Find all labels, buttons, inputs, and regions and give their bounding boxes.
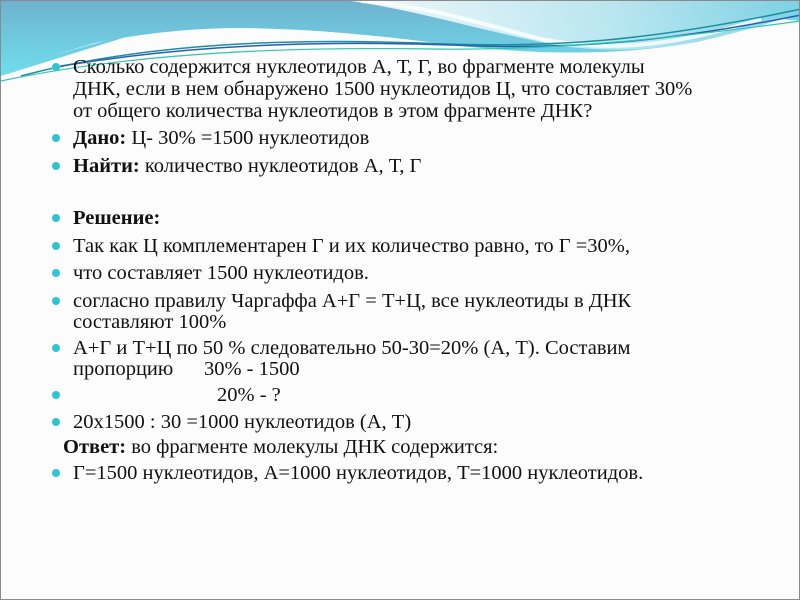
- bullet-icon: [52, 162, 60, 170]
- solution-step-4-line-1: А+Г и Т+Ц по 50 % следовательно 50-30=20% (А, Т). Составим: [73, 337, 631, 359]
- answer-text: во фрагменте молекулы ДНК содержится:: [126, 436, 499, 458]
- bullet-icon: [52, 63, 60, 71]
- answer-label: Ответ:: [63, 436, 127, 458]
- bullet-icon: [52, 269, 60, 277]
- solution-step-1: Так как Ц комплементарен Г и их количество равно, то Г =30%,: [73, 235, 631, 257]
- bullet-icon: [52, 469, 60, 477]
- answer-line: [63, 436, 498, 458]
- slide-body: [1, 1, 800, 600]
- bullet-icon: [52, 297, 60, 305]
- calculation-line: 20х1500 : 30 =1000 нуклеотидов (А, Т): [73, 411, 412, 433]
- given-text: Ц- 30% =1500 нуклеотидов: [126, 127, 370, 149]
- solution-heading: [73, 207, 160, 229]
- solution-step-4-line-2: пропорцию 30% - 1500: [73, 358, 300, 380]
- find-line: [73, 155, 421, 177]
- bullet-icon: [52, 391, 60, 399]
- solution-step-3-line-2: составляют 100%: [73, 311, 227, 333]
- solution-step-2: что составляет 1500 нуклеотидов.: [73, 262, 369, 284]
- given-label: Дано:: [73, 127, 127, 149]
- answer-result-line: Г=1500 нуклеотидов, А=1000 нуклеотидов, Т=1000 нуклеотидов.: [73, 462, 644, 484]
- solution-label: Решение:: [73, 207, 161, 229]
- question-line-2: ДНК, если в нем обнаружено 1500 нуклеотидов Ц, что составляет 30%: [73, 78, 693, 100]
- bullet-icon: [52, 344, 60, 352]
- solution-step-3-line-1: согласно правилу Чаргаффа А+Г = Т+Ц, все нуклеотиды в ДНК: [73, 290, 632, 312]
- proportion-line: 20% - ?: [217, 384, 281, 406]
- question-line-1: Сколько содержится нуклеотидов А, Т, Г, во фрагменте молекулы: [73, 56, 645, 78]
- given-line: [73, 127, 369, 149]
- bullet-icon: [52, 134, 60, 142]
- bullet-icon: [52, 242, 60, 250]
- find-text: количество нуклеотидов А, Т, Г: [139, 155, 422, 177]
- bullet-icon: [52, 214, 60, 222]
- question-line-3: от общего количества нуклеотидов в этом фрагменте ДНК?: [73, 100, 593, 122]
- find-label: Найти:: [73, 155, 140, 177]
- bullet-icon: [52, 418, 60, 426]
